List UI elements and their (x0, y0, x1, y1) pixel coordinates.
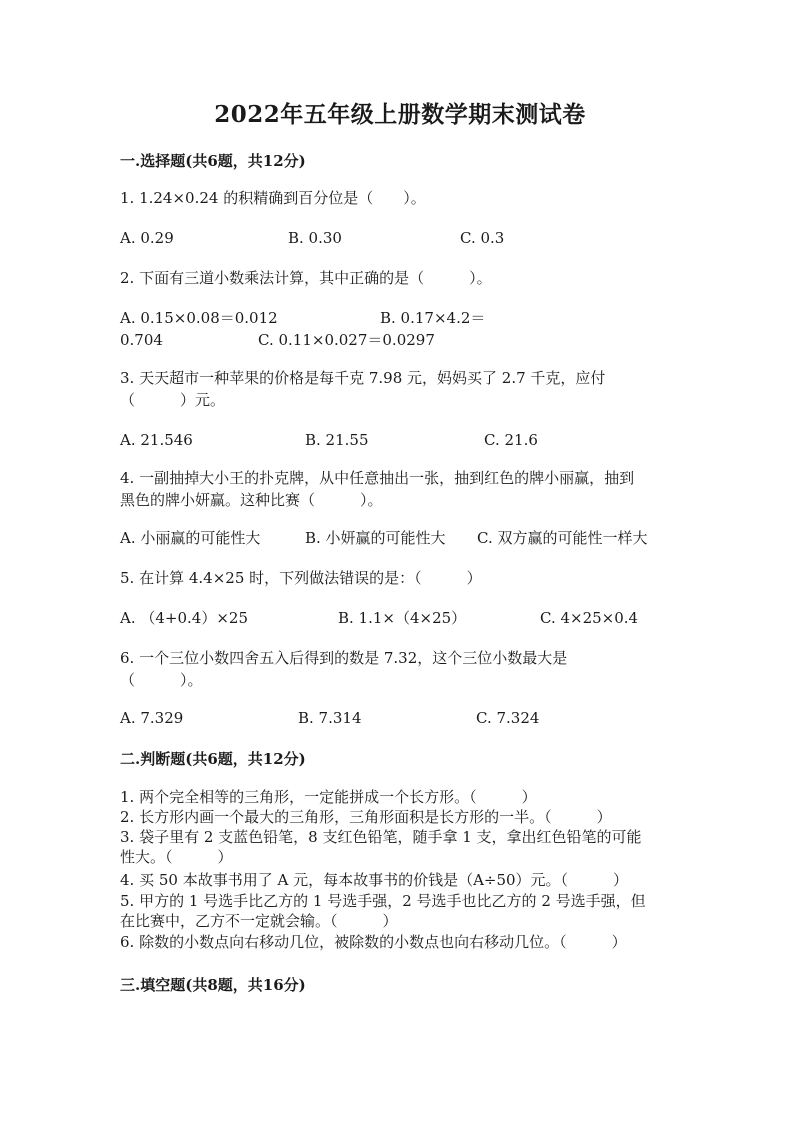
question-3-stem-cont: （ ）元。 (120, 391, 226, 409)
question-4-option-a: A. 小丽赢的可能性大 (120, 529, 261, 547)
judge-item-2: 2. 长方形内画一个最大的三角形，三角形面积是长方形的一半。（ ） (120, 808, 612, 826)
question-5-option-c: C. 4×25×0.4 (540, 609, 639, 627)
page-title: 2022年五年级上册数学期末测试卷 (214, 101, 586, 128)
judge-item-1: 1. 两个完全相等的三角形，一定能拼成一个长方形。（ ） (120, 788, 537, 806)
question-4-option-c: C. 双方赢的可能性一样大 (477, 529, 648, 547)
question-4-stem: 4. 一副抽掉大小王的扑克牌，从中任意抽出一张，抽到红色的牌小丽赢，抽到 (120, 469, 635, 487)
question-2-option-b: B. 0.17×4.2＝ (380, 309, 486, 327)
question-3-option-b: B. 21.55 (305, 431, 369, 449)
question-2-option-a: A. 0.15×0.08＝0.012 (120, 309, 278, 327)
question-1-option-a: A. 0.29 (120, 229, 174, 247)
question-4-option-b: B. 小妍赢的可能性大 (305, 529, 446, 547)
question-4-stem-cont: 黑色的牌小妍赢。这种比赛（ ）。 (120, 491, 383, 509)
question-1-option-b: B. 0.30 (288, 229, 342, 247)
question-6-option-b: B. 7.314 (298, 709, 362, 727)
question-3-option-a: A. 21.546 (120, 431, 193, 449)
question-3-stem: 3. 天天超市一种苹果的价格是每千克 7.98 元，妈妈买了 2.7 千克，应付 (120, 369, 606, 387)
question-6-option-c: C. 7.324 (476, 709, 540, 727)
question-3-option-c: C. 21.6 (484, 431, 538, 449)
section-heading-fill: 三.填空题(共8题，共16分) (120, 976, 306, 994)
question-2-option-c: C. 0.11×0.027＝0.0297 (258, 331, 435, 349)
section-heading-choice: 一.选择题(共6题，共12分) (120, 152, 306, 170)
question-5-option-b: B. 1.1×（4×25） (338, 609, 467, 627)
question-1-option-c: C. 0.3 (460, 229, 505, 247)
question-6-option-a: A. 7.329 (120, 709, 184, 727)
question-6-stem: 6. 一个三位小数四舍五入后得到的数是 7.32，这个三位小数最大是 (120, 649, 568, 667)
section-heading-judge: 二.判断题(共6题，共12分) (120, 750, 306, 768)
judge-item-3-cont: 性大。（ ） (120, 848, 233, 866)
question-5-option-a: A. （4+0.4）×25 (120, 609, 248, 627)
judge-item-5-cont: 在比赛中，乙方不一定就会输。（ ） (120, 912, 398, 930)
judge-item-6: 6. 除数的小数点向右移动几位，被除数的小数点也向右移动几位。（ ） (120, 933, 627, 951)
question-6-stem-cont: （ ）。 (120, 671, 203, 689)
judge-item-4: 4. 买 50 本故事书用了 A 元，每本故事书的价钱是（A÷50）元。（ ） (120, 871, 629, 889)
question-2-stem: 2. 下面有三道小数乘法计算，其中正确的是（ ）。 (120, 269, 492, 287)
question-5-stem: 5. 在计算 4.4×25 时，下列做法错误的是：（ ） (120, 569, 482, 587)
judge-item-5: 5. 甲方的 1 号选手比乙方的 1 号选手强，2 号选手也比乙方的 2 号选手强，但 (120, 892, 646, 910)
question-1-stem: 1. 1.24×0.24 的积精确到百分位是（ ）。 (120, 189, 426, 207)
judge-item-3: 3. 袋子里有 2 支蓝色铅笔，8 支红色铅笔，随手拿 1 支，拿出红色铅笔的可能 (120, 828, 642, 846)
question-2-option-b-cont: 0.704 (120, 331, 163, 349)
